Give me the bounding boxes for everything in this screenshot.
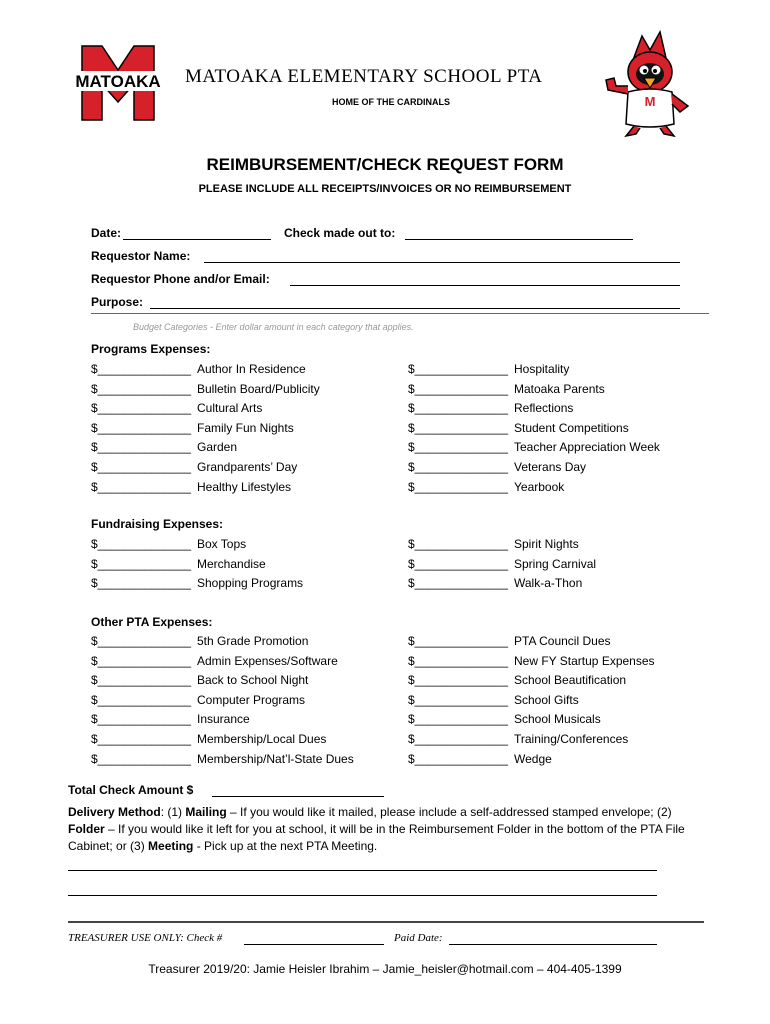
amount-field[interactable]: $______________: [91, 712, 192, 727]
treasurer-contact: Treasurer 2019/20: Jamie Heisler Ibrahim – Jamie_heisler@hotmail.com – 404-405-1399: [148, 962, 622, 976]
cardinal-icon: [600, 28, 700, 140]
category-label: Walk-a-Thon: [514, 576, 583, 591]
amount-field[interactable]: $______________: [91, 634, 192, 648]
category-label: School Musicals: [514, 712, 601, 727]
budget-line-item: [408, 480, 564, 494]
category-label: Yearbook: [514, 479, 565, 494]
budget-line-item: [408, 421, 629, 435]
treasurer-divider: [68, 921, 704, 923]
notes-line-1[interactable]: [68, 870, 657, 871]
purpose-field[interactable]: [150, 295, 680, 309]
amount-field[interactable]: $______________: [408, 673, 509, 688]
amount-field[interactable]: $______________: [91, 420, 192, 435]
budget-line-item: [91, 752, 354, 766]
budget-line-item: [91, 673, 308, 687]
treasurer-check-label: TREASURER USE ONLY: Check #: [68, 932, 223, 944]
budget-line-item: [91, 654, 338, 668]
category-label: Admin Expenses/Software: [197, 653, 338, 668]
amount-field[interactable]: $______________: [408, 634, 509, 648]
category-label: New FY Startup Expenses: [514, 653, 655, 668]
budget-line-item: [91, 712, 250, 726]
budget-line-item: [91, 421, 294, 435]
budget-line-item: [91, 460, 297, 474]
treasurer-check-field[interactable]: [244, 931, 384, 945]
amount-field[interactable]: $______________: [408, 401, 509, 416]
amount-field[interactable]: $______________: [408, 460, 509, 474]
amount-field[interactable]: $______________: [408, 576, 509, 591]
amount-field[interactable]: $______________: [408, 692, 509, 707]
programs-heading: Programs Expenses:: [91, 342, 211, 356]
amount-field[interactable]: $______________: [91, 653, 192, 668]
category-label: Membership/Nat’l-State Dues: [197, 751, 354, 766]
requestor-name-field[interactable]: [204, 249, 680, 263]
requestor-contact-label: Requestor Phone and/or Email:: [91, 272, 270, 286]
school-tagline: HOME OF THE CARDINALS: [332, 97, 450, 107]
budget-line-item: [91, 557, 266, 571]
delivery-label: Delivery Method: [68, 805, 161, 819]
amount-field[interactable]: $______________: [91, 401, 192, 416]
delivery-meeting-text: - Pick up at the next PTA Meeting.: [193, 839, 378, 853]
budget-line-item: [408, 576, 582, 590]
divider: [91, 313, 709, 314]
school-name: MATOAKA ELEMENTARY SCHOOL PTA: [185, 66, 543, 87]
budget-line-item: [408, 693, 579, 707]
amount-field[interactable]: $______________: [91, 440, 192, 455]
delivery-method: [68, 804, 708, 855]
treasurer-paid-label: Paid Date:: [394, 932, 443, 944]
budget-line-item: [91, 401, 262, 415]
budget-line-item: [91, 480, 291, 494]
amount-field[interactable]: $______________: [408, 556, 509, 571]
category-label: Wedge: [514, 751, 552, 766]
amount-field[interactable]: $______________: [408, 440, 509, 455]
budget-line-item: [408, 634, 611, 648]
amount-field[interactable]: $______________: [408, 653, 509, 668]
mascot-letter: M: [644, 94, 656, 109]
category-label: Grandparents’ Day: [197, 460, 298, 474]
category-label: Matoaka Parents: [514, 381, 605, 396]
treasurer-paid-field[interactable]: [449, 931, 657, 945]
amount-field[interactable]: $______________: [91, 751, 192, 766]
form-title: REIMBURSEMENT/CHECK REQUEST FORM: [206, 155, 564, 174]
category-label: Membership/Local Dues: [197, 732, 327, 746]
category-label: Training/Conferences: [514, 732, 629, 746]
amount-field[interactable]: $______________: [91, 460, 192, 474]
category-label: Spirit Nights: [514, 537, 579, 551]
budget-line-item: [91, 362, 306, 376]
school-logo: [72, 44, 164, 122]
category-label: Healthy Lifestyles: [197, 479, 292, 494]
category-label: Veterans Day: [514, 460, 587, 474]
category-label: Shopping Programs: [197, 576, 304, 591]
budget-line-item: [91, 634, 308, 648]
amount-field[interactable]: $______________: [91, 381, 192, 396]
amount-field[interactable]: $______________: [408, 420, 509, 435]
check-payee-field[interactable]: [405, 226, 633, 240]
amount-field[interactable]: $______________: [408, 537, 509, 551]
budget-line-item: [408, 752, 552, 766]
amount-field[interactable]: $______________: [91, 537, 192, 551]
amount-field[interactable]: $______________: [91, 362, 192, 376]
amount-field[interactable]: $______________: [408, 479, 509, 494]
amount-field[interactable]: $______________: [91, 673, 192, 688]
amount-field[interactable]: $______________: [408, 751, 509, 766]
budget-line-item: [408, 460, 586, 474]
budget-line-item: [408, 440, 660, 454]
delivery-mailing: Mailing: [185, 805, 227, 819]
requestor-name-label: Requestor Name:: [91, 249, 191, 263]
delivery-meeting: Meeting: [148, 839, 194, 853]
category-label: Back to School Night: [197, 673, 309, 688]
category-label: Computer Programs: [197, 692, 306, 707]
budget-line-item: [408, 362, 569, 376]
other-heading: Other PTA Expenses:: [91, 615, 213, 629]
amount-field[interactable]: $______________: [91, 732, 192, 746]
budget-line-item: [91, 440, 237, 454]
category-label: Insurance: [197, 712, 250, 727]
budget-line-item: [91, 537, 246, 551]
amount-field[interactable]: $______________: [91, 479, 192, 494]
budget-line-item: [408, 401, 573, 415]
budget-line-item: [408, 382, 605, 396]
amount-field[interactable]: $______________: [408, 712, 509, 727]
budget-note: Budget Categories - Enter dollar amount in each category that applies.: [133, 322, 414, 332]
logo-text: MATOAKA: [75, 72, 161, 91]
budget-line-item: [408, 673, 626, 687]
category-label: Family Fun Nights: [197, 420, 294, 435]
date-label: Date:: [91, 226, 122, 240]
amount-field[interactable]: $______________: [408, 732, 509, 746]
budget-line-item: [408, 732, 628, 746]
category-label: Spring Carnival: [514, 556, 597, 571]
total-label: Total Check Amount $: [68, 783, 194, 797]
fundraising-heading: Fundraising Expenses:: [91, 517, 224, 531]
budget-line-item: [408, 654, 655, 668]
category-label: School Gifts: [514, 692, 579, 707]
delivery-folder: Folder: [68, 822, 105, 836]
budget-line-item: [408, 557, 596, 571]
delivery-opt1-prefix: : (1): [160, 805, 186, 819]
category-label: Hospitality: [514, 362, 570, 376]
category-label: PTA Council Dues: [514, 634, 611, 648]
category-label: Box Tops: [197, 537, 247, 551]
total-amount-field[interactable]: [212, 783, 384, 797]
amount-field[interactable]: $______________: [408, 381, 509, 396]
check-payee-label: Check made out to:: [284, 226, 396, 240]
requestor-contact-field[interactable]: [290, 272, 680, 286]
form-subtitle: PLEASE INCLUDE ALL RECEIPTS/INVOICES OR NO REIMBURSEMENT: [198, 183, 572, 195]
budget-line-item: [408, 537, 579, 551]
amount-field[interactable]: $______________: [91, 692, 192, 707]
category-label: Garden: [197, 440, 238, 455]
category-label: Bulletin Board/Publicity: [197, 381, 320, 396]
cardinal-mascot: [600, 28, 700, 140]
budget-line-item: [91, 732, 326, 746]
delivery-mailing-text: – If you would like it mailed, please include a self-addressed stamped envelope; (2): [226, 805, 672, 819]
budget-line-item: [91, 382, 320, 396]
amount-field[interactable]: $______________: [91, 576, 192, 591]
delivery-folder-text: – If you would like it left for you at school, it will be in the Reimbursement Folder in the bottom of the PTA File Cabinet; or (3): [68, 822, 685, 853]
category-label: Merchandise: [197, 556, 266, 571]
category-label: Cultural Arts: [197, 401, 263, 416]
category-label: Reflections: [514, 401, 574, 416]
amount-field[interactable]: $______________: [91, 556, 192, 571]
date-field[interactable]: [123, 226, 271, 240]
budget-line-item: [91, 576, 303, 590]
purpose-label: Purpose:: [91, 295, 144, 309]
category-label: Student Competitions: [514, 420, 629, 435]
notes-line-2[interactable]: [68, 895, 657, 896]
category-label: 5th Grade Promotion: [197, 634, 309, 648]
category-label: Author In Residence: [197, 362, 306, 376]
category-label: School Beautification: [514, 673, 627, 688]
budget-line-item: [91, 693, 305, 707]
category-label: Teacher Appreciation Week: [514, 440, 660, 455]
amount-field[interactable]: $______________: [408, 362, 509, 376]
budget-line-item: [408, 712, 601, 726]
